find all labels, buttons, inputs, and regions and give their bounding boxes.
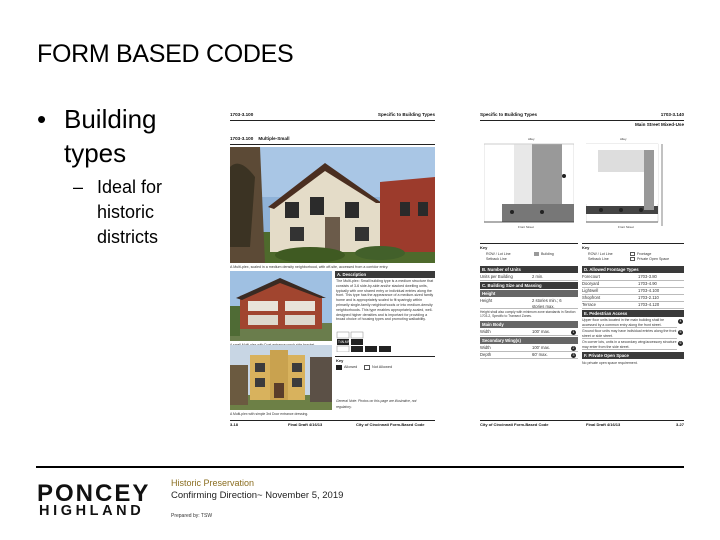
- table-subheader: Secondary Wing(s): [480, 337, 578, 344]
- table-row: Forecourt 1703-3.80: [582, 274, 684, 281]
- table-row: Units per Building 2 min.: [480, 274, 578, 281]
- right-code-id: 1703-3.140: [660, 112, 684, 117]
- key-rule: [335, 356, 435, 357]
- zone-label: T4N.MF: [338, 340, 350, 344]
- table-row: Height 2 stories min.; 6 stories max.: [480, 298, 578, 309]
- right-header-rule: [480, 120, 684, 121]
- access-text: On corner lots, units in a secondary wing/accessory structure may enter from the side street.: [582, 340, 677, 349]
- left-footer-right: City of Cincinnati Form-Based Code: [356, 422, 425, 427]
- table-row: Width 100' max.: [480, 329, 578, 336]
- open-space-text: No private open space requirement.: [582, 361, 638, 365]
- right-footer-right: 3-27: [675, 422, 684, 427]
- photo-multiplex-yellow: [230, 345, 332, 410]
- height-note: Height shall also comply with minimum zone standards in Section 1703-2, Specific to Transect Zones.: [480, 310, 576, 319]
- table-marker: 6: [679, 341, 682, 345]
- bullet-dash: –: [73, 177, 84, 197]
- key-left-row: ROW / Lot Line: [486, 252, 511, 256]
- logo-poncey: PONCEY: [37, 480, 151, 507]
- left-footer-rule: [230, 420, 435, 421]
- diagram-street-label-right: Front Street: [618, 225, 634, 229]
- access-text: Upper floor units located in the main building shall be accessed by a common entry along the front street.: [582, 318, 677, 328]
- footer-divider: [36, 466, 684, 468]
- key-right-row: Frontage: [637, 252, 652, 256]
- logo-highland: HIGHLAND: [39, 503, 145, 519]
- table-subheader: Main Body: [480, 321, 578, 328]
- allowed-label: Allowed: [344, 365, 358, 369]
- left-desc-text: The Multi-plex: Small building type is a medium structure that consists of 3-6 side-by-side and/or stacked dwelling units, typically with one shared entry or individual entries along the front. This type has the appearance of a medium-sized family home and is appropriately scaled to fit sparingly within primarily single-family neighborhoods or into medium-density neighborhoods. This type enables appropriately-scaled, well-designed higher densities and is important for providing a broad choice of housing types and promoting walkability.: [336, 279, 434, 322]
- bullet-main-text: Building types: [64, 104, 157, 168]
- left-desc-header: A. Description: [335, 271, 435, 278]
- prepared-by: Prepared by: TSW: [171, 513, 213, 519]
- table-header: C. Building Size and Massing: [480, 282, 578, 289]
- caption-photo-3: A Multi-plex with simple 3rd Door entrance dressing.: [230, 412, 309, 416]
- table-header: D. Allowed Frontage Types: [582, 266, 684, 273]
- building-swatch: [534, 252, 539, 256]
- right-section-title: Main Street Mixed-Use: [634, 122, 684, 127]
- table-marker: 4: [679, 319, 682, 323]
- key-left-row: Building: [541, 252, 554, 256]
- table-row: Width 100' max.: [480, 345, 578, 352]
- table-row: Dooryard 1703-4.90: [582, 281, 684, 288]
- table-header: E. Pedestrian Access: [582, 310, 684, 317]
- not-allowed-label: Not Allowed: [372, 365, 393, 369]
- slide-title: FORM BASED CODES: [37, 40, 294, 68]
- table-marker: 2: [572, 346, 575, 350]
- table-row: Terrace 1703-4.120: [582, 302, 684, 309]
- site-diagram-left: [484, 136, 574, 236]
- key-left-row: Setback Line: [486, 257, 507, 261]
- key-right-row: Private Open Space: [637, 257, 670, 261]
- table-marker: 5: [679, 330, 682, 334]
- right-footer-mid: Final Draft 4/16/13: [586, 422, 621, 427]
- left-section-rule: [230, 144, 435, 145]
- table-subheader: Height: [480, 290, 578, 297]
- frontage-swatch: [630, 252, 635, 256]
- confirm-date: Confirming Direction~ November 5, 2019: [171, 490, 344, 501]
- photo-multiplex-large: [230, 147, 435, 263]
- allowed-swatch: [336, 365, 342, 370]
- table-row: Depth 60' max.: [480, 352, 578, 359]
- table-header: F. Private Open Space: [582, 352, 684, 359]
- right-key-left-rule: [480, 243, 578, 244]
- left-footer-mid: Final Draft 4/16/13: [288, 422, 323, 427]
- left-code-page: [228, 108, 441, 430]
- right-key-right-label: Key: [582, 245, 590, 250]
- bullet-sub-text: Ideal for historic districts: [97, 177, 163, 247]
- open-space-swatch: [630, 257, 635, 261]
- right-key-left-label: Key: [480, 245, 488, 250]
- left-general-note: General Note: Photos on this page are illustrative, not regulatory.: [336, 399, 417, 409]
- left-section-title: 1703-3.100 Multiple-Small: [230, 136, 290, 141]
- table-marker: 1: [572, 330, 575, 334]
- right-header-left: Specific to Building Types: [480, 112, 538, 117]
- table-header: B. Number of Units: [480, 266, 578, 273]
- table-row: Shopfront 1703-2.110: [582, 295, 684, 302]
- diagram-alley-label-right: Alley: [620, 137, 627, 141]
- access-text: Ground floor units may have individual entries along the front street or side street.: [582, 329, 677, 338]
- diagram-street-label-left: Front Street: [518, 225, 534, 229]
- table-marker: 3: [572, 353, 575, 357]
- right-footer-left: City of Cincinnati Form-Based Code: [480, 422, 549, 427]
- left-footer-left: 3-18: [230, 422, 239, 427]
- diagram-alley-label-left: Alley: [528, 137, 535, 141]
- left-header-right: Specific to Building Types: [377, 112, 435, 117]
- bullet-dot: •: [37, 104, 47, 134]
- right-code-page: [478, 108, 690, 430]
- left-code-id: 1703-3.100: [230, 112, 254, 117]
- key-right-row: ROW / Lot Line: [588, 252, 613, 256]
- key-right-row: Setback Line: [588, 257, 609, 261]
- not-allowed-swatch: [364, 365, 370, 370]
- table-row: Lightwell 1703-4.100: [582, 288, 684, 295]
- site-diagram-right: [586, 136, 686, 236]
- key-label: Key: [336, 358, 344, 363]
- right-key-right-rule: [582, 243, 684, 244]
- right-footer-rule: [480, 420, 684, 421]
- left-header-rule: [230, 120, 435, 121]
- project-label: Historic Preservation: [171, 478, 255, 488]
- photo-multiplex-small: [230, 271, 332, 341]
- caption-photo-1: A Multi-plex, scaled in a medium density neighborhood, with off-site, accessed from a corridor entry.: [230, 265, 389, 269]
